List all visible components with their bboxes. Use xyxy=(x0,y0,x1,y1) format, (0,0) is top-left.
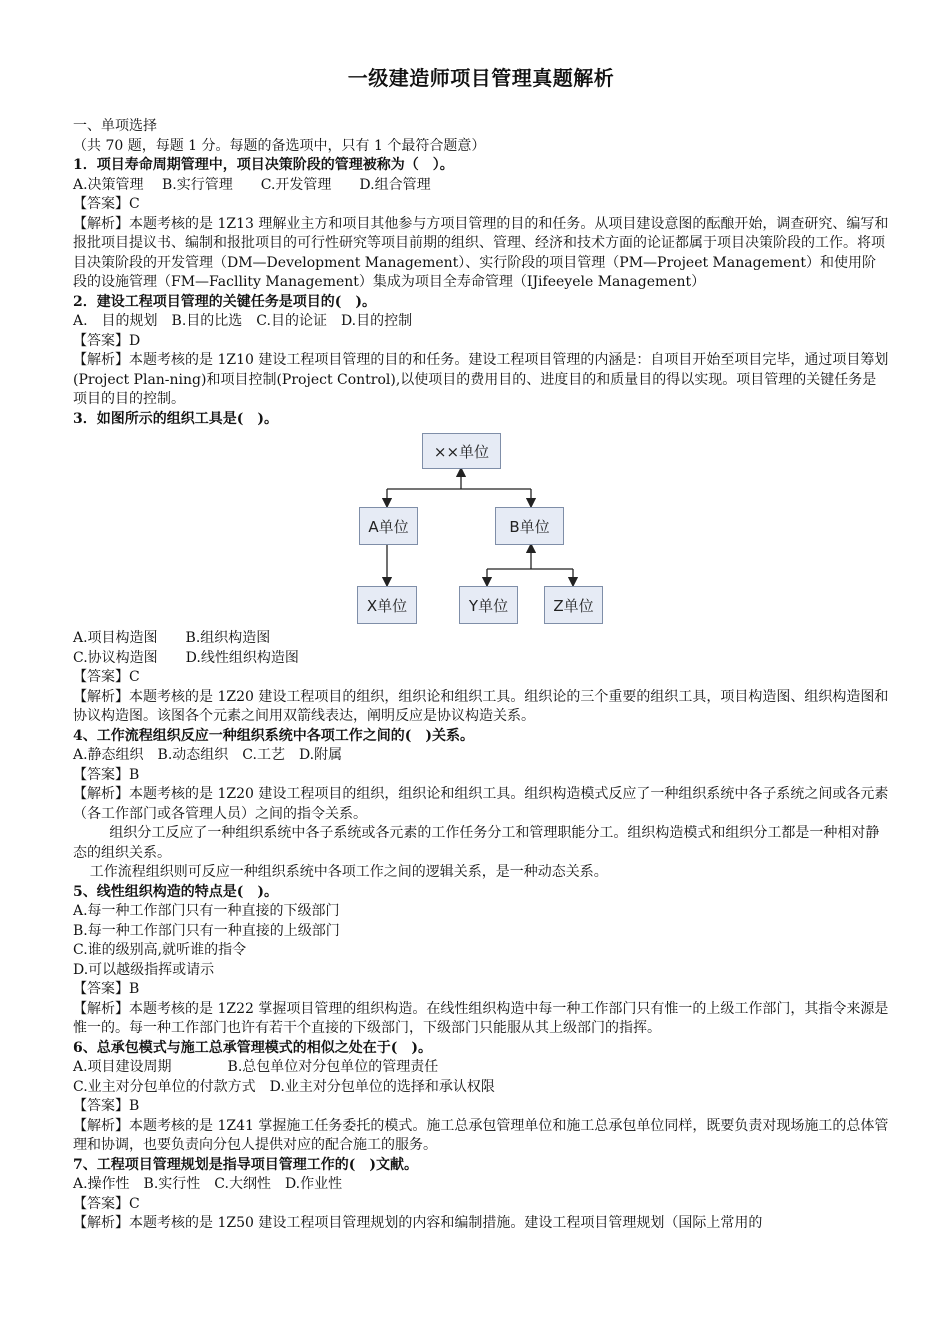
question-2-analysis: 【解析】本题考核的是 1Z10 建设工程项目管理的目的和任务。建设工程项目管理的内涵是：自项目开始至项目完毕，通过项目筹划(Project Plan-ning)和项目控制(Project Control),以使项目的费用目的、进度目的和质量目的得以实现。项目管理的关键任务是项目的目的控制。 xyxy=(73,352,889,407)
question-6-analysis: 【解析】本题考核的是 1Z41 掌握施工任务委托的模式。施工总承包管理单位和施工总承包单位同样，既要负责对现场施工的总体管理和协调，也要负责向分包人提供对应的配合施工的服务。 xyxy=(73,1117,889,1153)
question-3-options-cd: C.协议构造图 D.线性组织构造图 xyxy=(73,649,299,666)
question-4-options: A.静态组织 B.动态组织 C.工艺 D.附属 xyxy=(73,747,343,763)
org-diagram xyxy=(73,433,889,629)
question-5: 5、线性组织构造的特点是( )。 xyxy=(73,883,278,900)
question-3: 3．如图所示的组织工具是( )。 xyxy=(73,410,278,427)
question-4-answer: 【答案】B xyxy=(73,766,140,783)
org-node-z: Z单位 xyxy=(544,586,603,624)
question-3-analysis: 【解析】本题考核的是 1Z20 建设工程项目的组织，组织论和组织工具。组织论的三个重要的组织工具，项目构造图、组织构造图和协议构造图。该图各个元素之间用双箭线表达，阐明反应是协议构造关系。 xyxy=(73,688,889,724)
document-page xyxy=(73,62,889,1234)
org-node-a: A单位 xyxy=(359,507,418,545)
document-title: 一级建造师项目管理真题解析 xyxy=(347,66,615,90)
question-2-answer: 【答案】D xyxy=(73,332,141,349)
question-5-answer: 【答案】B xyxy=(73,981,140,997)
question-4-analysis-para-2: 组织分工反应了一种组织系统中各子系统或各元素的工作任务分工和管理职能分工。组织构造模式和组织分工都是一种相对静态的组织关系。 xyxy=(73,825,880,861)
question-6-answer: 【答案】B xyxy=(73,1098,140,1114)
question-1-analysis: 【解析】本题考核的是 1Z13 理解业主方和项目其他参与方项目管理的目的和任务。从项目建设意图的酝酿开始，调查研究、编写和报批项目提议书、编制和报批项目的可行性研究等项目前期的组织、管理、经济和技术方面的论证都属于项目决策阶段的工作。将项目决策阶段的开发管理（DM—Development Management）、实行阶段的项目管理（PM—Projeet Management）和使用阶段的设施管理（FM—Facllity Management）集成为项目全寿命管理（IJifeeyele Management） xyxy=(73,215,889,290)
question-5-option-d: D.可以越级指挥或请示 xyxy=(73,961,215,978)
question-6: 6、总承包模式与施工总承管理模式的相似之处在于( )。 xyxy=(73,1039,432,1056)
question-5-option-b: B.每一种工作部门只有一种直接的上级部门 xyxy=(73,922,340,939)
question-3-answer: 【答案】C xyxy=(73,669,140,685)
question-1: 1．项目寿命周期管理中，项目决策阶段的管理被称为（ ）。 xyxy=(73,157,454,173)
question-7-options: A.操作性 B.实行性 C.大纲性 D.作业性 xyxy=(73,1176,343,1192)
org-node-b: B单位 xyxy=(495,507,564,545)
question-7-analysis: 【解析】本题考核的是 1Z50 建设工程项目管理规划的内容和编制措施。建设工程项目管理规划（国际上常用的 xyxy=(73,1215,763,1231)
question-3-options-ab: A.项目构造图 B.组织构造图 xyxy=(73,630,271,646)
question-1-answer: 【答案】C xyxy=(73,196,140,212)
org-node-x: X单位 xyxy=(357,586,417,624)
section-note: （共 70 题，每题 1 分。每题的备选项中，只有 1 个最符合题意） xyxy=(73,137,486,154)
question-4-analysis: 【解析】本题考核的是 1Z20 建设工程项目的组织，组织论和组织工具。组织构造模式反应了一种组织系统中各子系统之间或各元素（各工作部门或各管理人员）之间的指令关系。 xyxy=(73,786,889,822)
question-7-answer: 【答案】C xyxy=(73,1195,140,1212)
question-7: 7、工程项目管理规划是指导项目管理工作的( )文献。 xyxy=(73,1156,418,1173)
question-1-options: A.决策管理 B.实行管理 C.开发管理 D.组合管理 xyxy=(73,176,431,193)
question-6-options-cd: C.业主对分包单位的付款方式 D.业主对分包单位的选择和承认权限 xyxy=(73,1078,495,1095)
org-node-root: ××单位 xyxy=(422,433,501,469)
question-2-options: A. 目的规划 B.目的比选 C.目的论证 D.目的控制 xyxy=(73,313,413,329)
org-node-y: Y单位 xyxy=(459,586,518,624)
question-6-options-ab: A.项目建设周期 B.总包单位对分包单位的管理责任 xyxy=(73,1059,439,1075)
question-4-analysis-para-3: 工作流程组织则可反应一种组织系统中各项工作之间的逻辑关系，是一种动态关系。 xyxy=(89,864,608,880)
section-heading: 一、单项选择 xyxy=(73,118,157,134)
question-5-analysis: 【解析】本题考核的是 1Z22 掌握项目管理的组织构造。在线性组织构造中每一种工作部门只有惟一的上级工作部门，其指令来源是惟一的。每一种工作部门也许有若干个直接的下级部门，下级部门只能服从其上级部门的指挥。 xyxy=(73,1000,889,1036)
question-2: 2．建设工程项目管理的关键任务是项目的( )。 xyxy=(73,293,376,310)
question-4: 4、工作流程组织反应一种组织系统中各项工作之间的( )关系。 xyxy=(73,727,474,744)
question-5-option-c: C.谁的级别高,就听谁的指令 xyxy=(73,942,247,958)
question-5-option-a: A.每一种工作部门只有一种直接的下级部门 xyxy=(73,903,340,919)
